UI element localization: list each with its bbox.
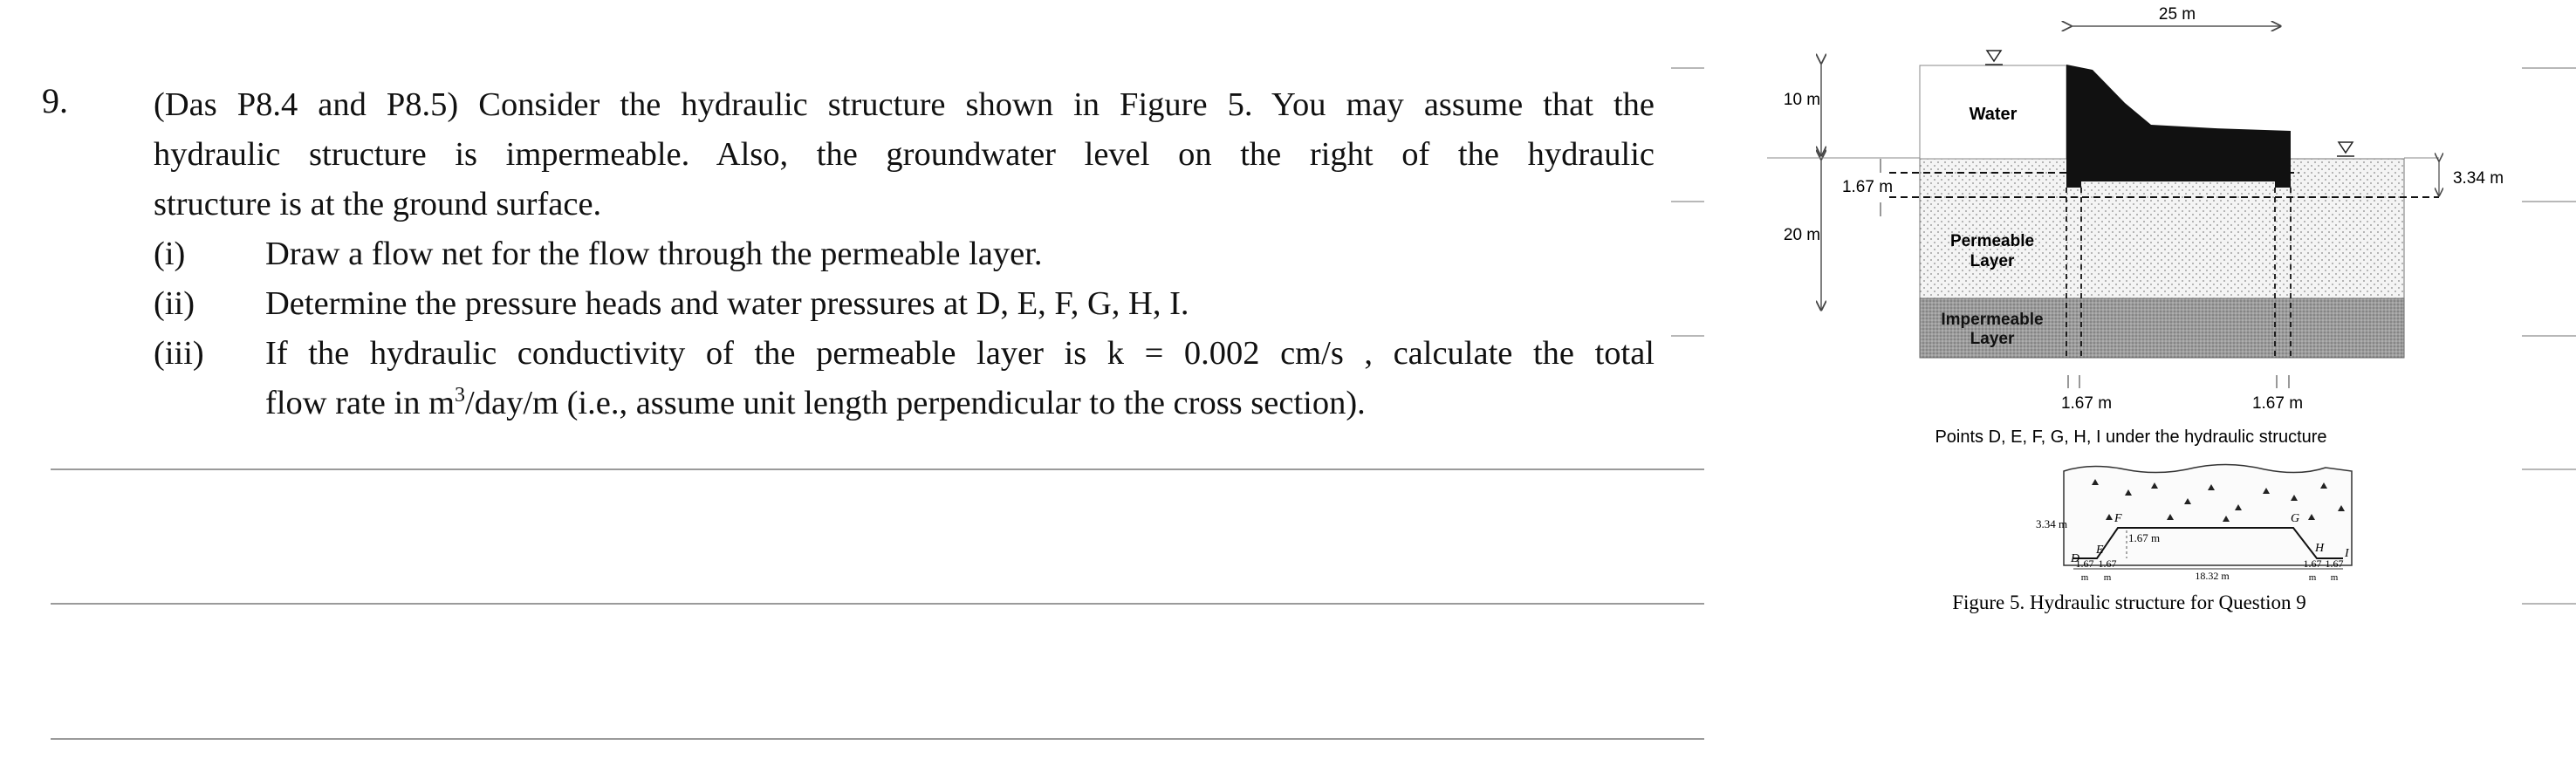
stem-line-1: (Das P8.4 and P8.5) Consider the hydraulic structure shown in Figure 5. You may assume that the <box>154 86 1655 123</box>
dim-3.34m: 3.34 m <box>2452 169 2504 188</box>
detail-dim-d: 1.67 <box>2325 557 2344 570</box>
question-stem <box>154 80 1655 229</box>
subquestion-text-cont <box>265 379 1366 428</box>
detail-dim-b: 1.67 <box>2098 557 2117 570</box>
detail-dim-left: 3.34 m <box>2035 517 2068 530</box>
subquestion-text: Draw a flow net for the flow through the permeable layer. <box>265 236 1043 272</box>
dim-10m: 10 m <box>1783 91 1821 109</box>
figure-5 <box>1741 0 2561 646</box>
text-fragment: /day/m (i.e., assume unit length perpendicular to the cross section). <box>465 385 1366 421</box>
hydraulic-structure <box>2066 65 2291 188</box>
point-label-h: H <box>2315 542 2325 555</box>
dim-1.67m-bottom-left: 1.67 m <box>2060 394 2113 413</box>
hydraulic-structure-diagram <box>1741 0 2561 646</box>
subquestion-i <box>154 229 1655 279</box>
detail-dim-center: 1.67 m <box>2127 531 2161 544</box>
subquestion-label: (ii) <box>154 285 195 322</box>
point-label-i: I <box>2345 547 2349 560</box>
detail-unit: m <box>2308 572 2317 583</box>
answer-line-2 <box>51 603 1704 605</box>
detail-dim-c: 1.67 <box>2303 557 2322 570</box>
point-label-f: F <box>2114 512 2122 525</box>
subquestion-text: If the hydraulic conductivity of the permeable layer is k = 0.002 cm/s , calculate the total <box>265 335 1655 372</box>
margin-tick <box>1671 67 1704 69</box>
impermeable-label: Impermeable <box>1941 311 2044 329</box>
permeable-label: Layer <box>1970 252 2015 270</box>
subquestion-ii <box>154 279 1655 329</box>
superscript: 3 <box>455 384 466 407</box>
answer-line-3 <box>51 738 1704 740</box>
subquestion-label: (iii) <box>154 335 204 372</box>
stem-line-2: hydraulic structure is impermeable. Also, the groundwater level on the right of the hydraulic <box>154 136 1655 173</box>
impermeable-label: Layer <box>1970 330 2015 348</box>
point-label-g: G <box>2291 512 2300 525</box>
dim-1.67m-bottom-right: 1.67 m <box>2251 394 2304 413</box>
detail-unit: m <box>2080 572 2089 583</box>
dim-25m: 25 m <box>2158 5 2196 24</box>
stem-line-3: structure is at the ground surface. <box>154 186 602 222</box>
detail-sketch <box>2036 464 2352 583</box>
margin-tick <box>1671 335 1704 337</box>
text-fragment: flow rate in m <box>265 385 456 421</box>
point-label-d: D <box>2071 552 2080 565</box>
margin-tick <box>1671 201 1704 202</box>
detail-dim-a: 1.67 <box>2075 557 2094 570</box>
subquestion-iii <box>154 329 1655 428</box>
question-number: 9. <box>42 81 68 120</box>
water-label: Water <box>1969 105 2018 124</box>
dim-20m: 20 m <box>1783 226 1821 244</box>
permeable-label: Permeable <box>1949 232 2035 250</box>
water-level-icon <box>2339 142 2353 153</box>
detail-outline <box>2064 464 2352 565</box>
subquestion-label: (i) <box>154 236 186 272</box>
subquestion-text: Determine the pressure heads and water pressures at D, E, F, G, H, I. <box>265 285 1189 322</box>
water-level-icon <box>1987 51 2001 61</box>
answer-line-1 <box>51 468 1704 470</box>
dim-1.67m-left: 1.67 m <box>1841 178 1894 196</box>
detail-dim-mid: 18.32 m <box>2195 570 2230 582</box>
detail-unit: m <box>2103 572 2112 583</box>
points-caption: Points D, E, F, G, H, I under the hydraulic structure <box>1935 427 2327 447</box>
figure-caption: Figure 5. Hydraulic structure for Question 9 <box>1952 592 2306 613</box>
detail-unit: m <box>2330 572 2339 583</box>
point-label-e: E <box>2096 544 2104 557</box>
